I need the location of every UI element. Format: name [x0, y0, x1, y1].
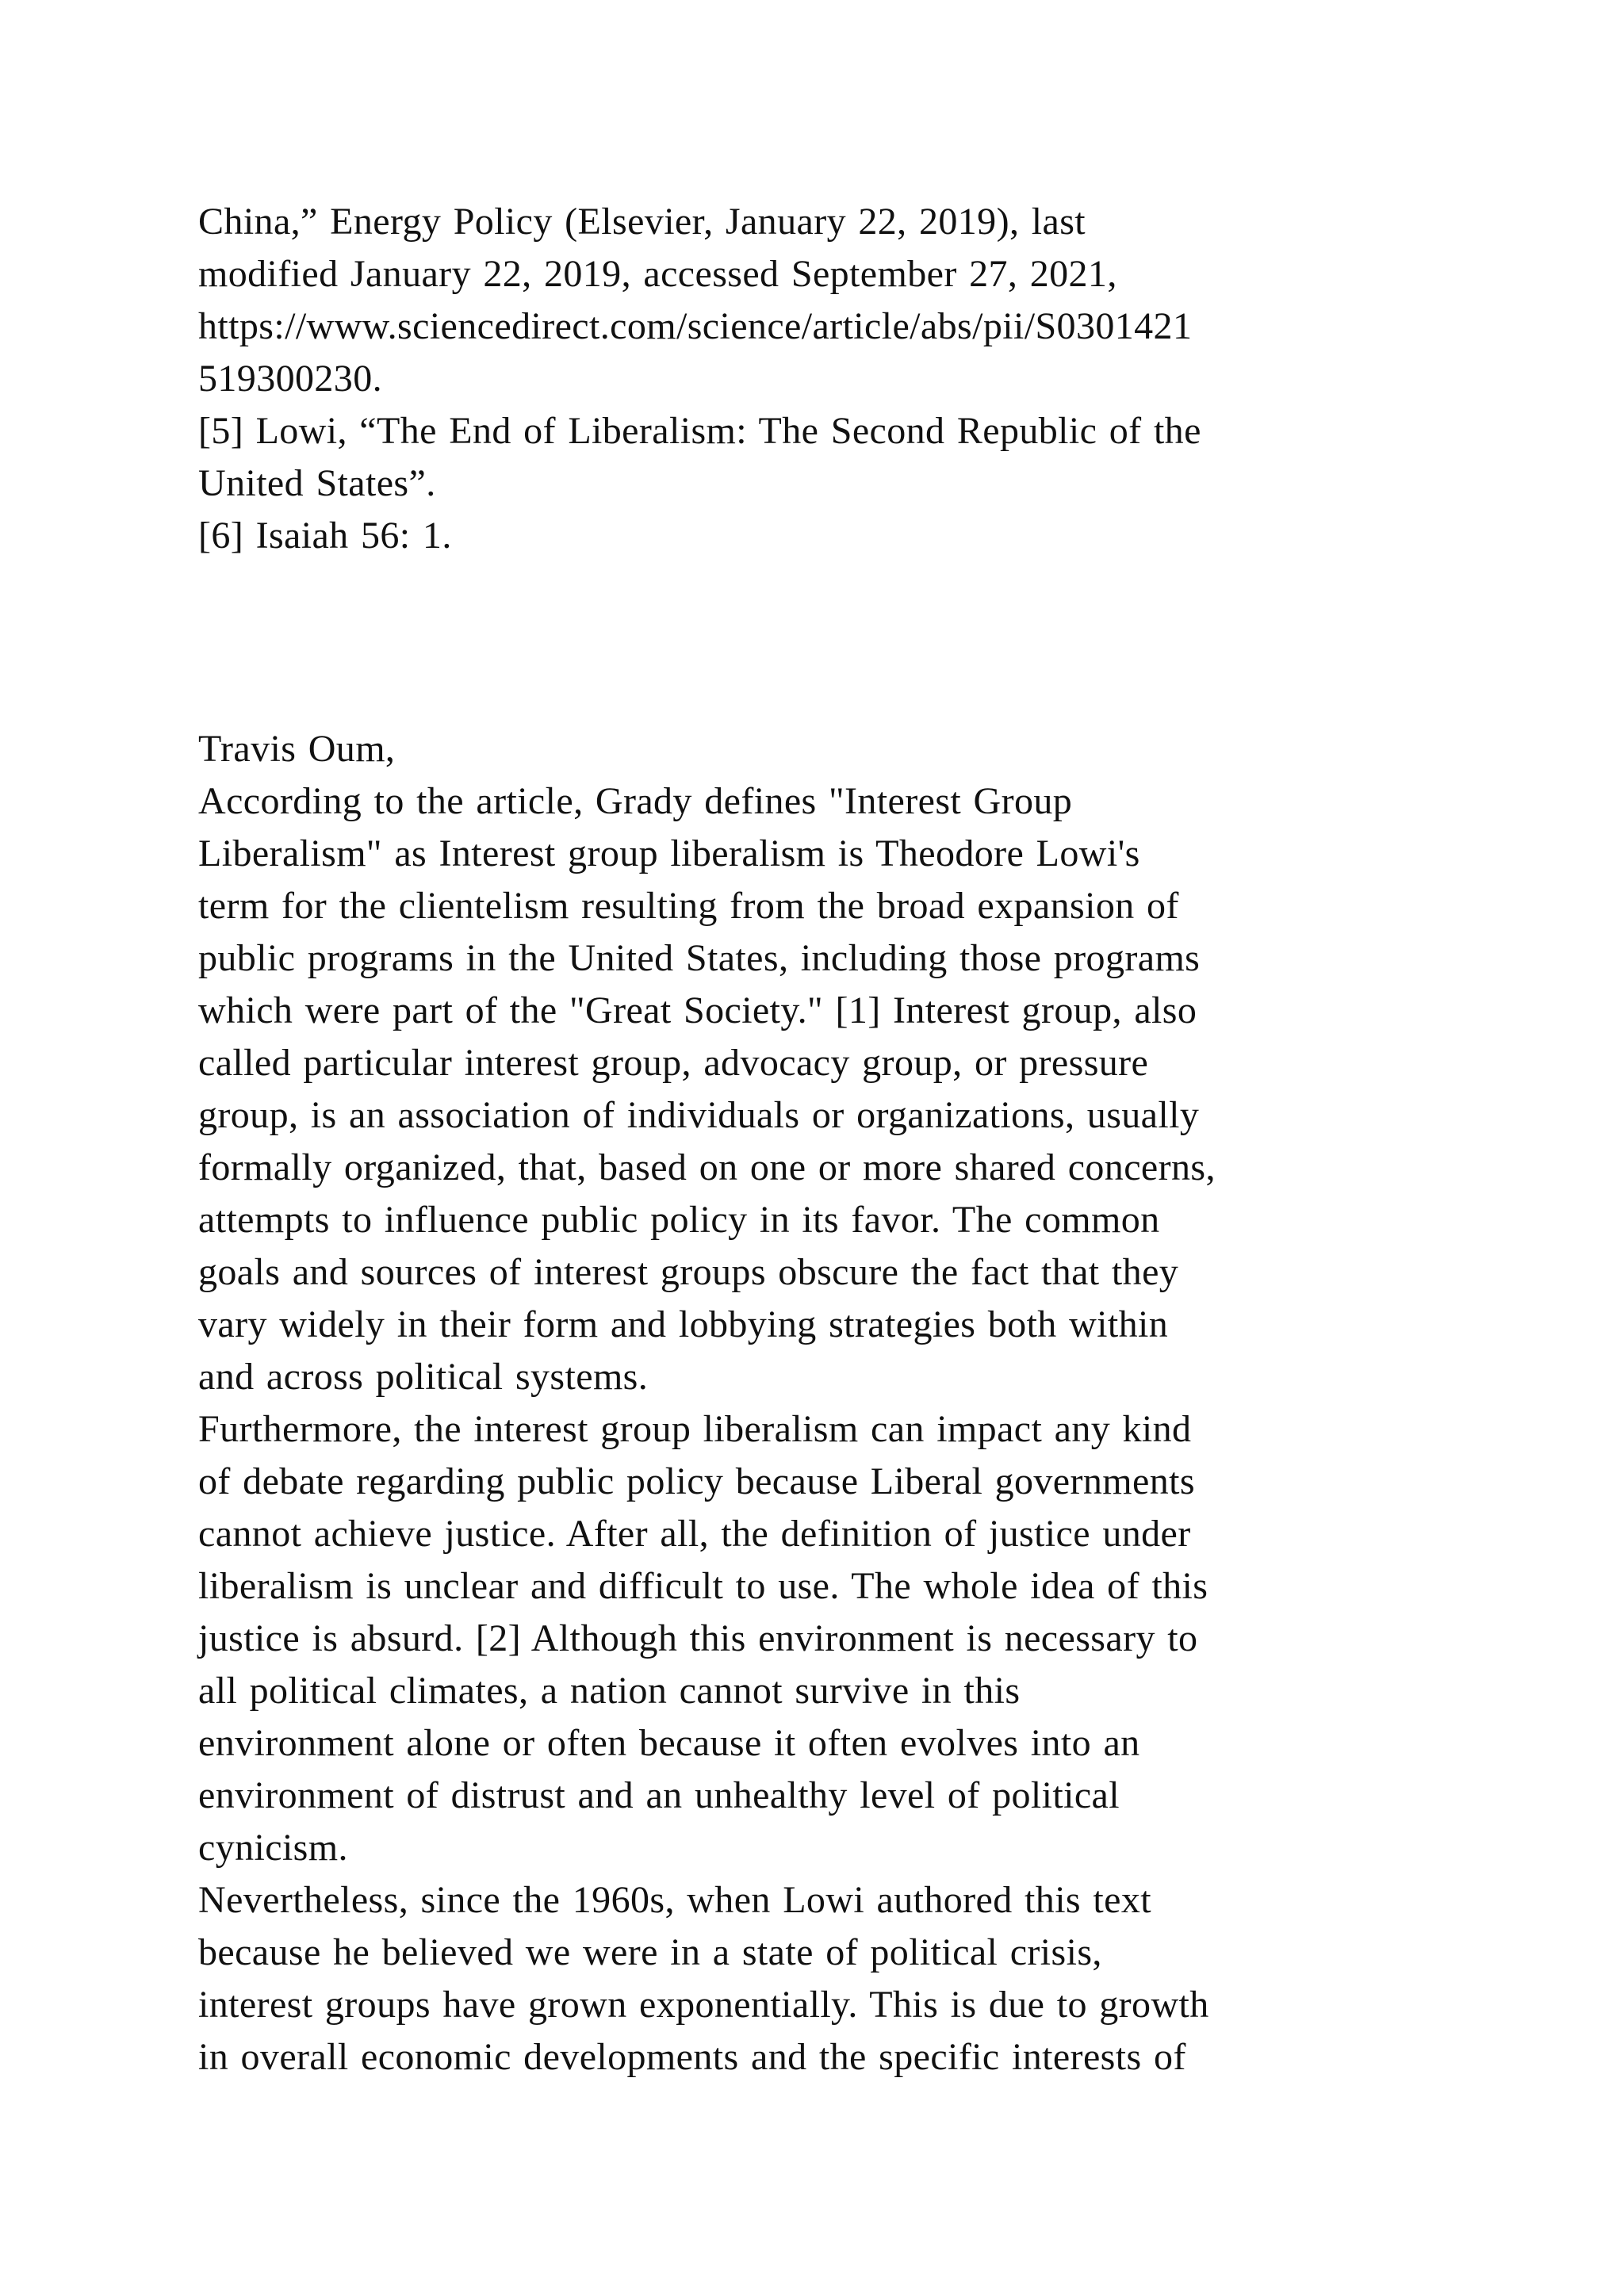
- body-line: goals and sources of interest groups obscure the fact that they: [198, 1251, 1179, 1293]
- response-post: [198, 723, 1435, 2084]
- body-line: in overall economic developments and the specific interests of: [198, 2036, 1186, 2078]
- body-line: which were part of the "Great Society." [1] Interest group, also: [198, 989, 1197, 1031]
- body-line: environment of distrust and an unhealthy level of political: [198, 1774, 1120, 1816]
- body-line: vary widely in their form and lobbying strategies both within: [198, 1303, 1169, 1345]
- footnote-6: [6] Isaiah 56: 1.: [198, 515, 452, 557]
- body-line: Nevertheless, since the 1960s, when Lowi authored this text: [198, 1879, 1151, 1921]
- body-line: liberalism is unclear and difficult to use. The whole idea of this: [198, 1565, 1208, 1607]
- body-line: Furthermore, the interest group liberalism can impact any kind: [198, 1408, 1192, 1450]
- body-line: cynicism.: [198, 1827, 348, 1869]
- body-line: Liberalism" as Interest group liberalism is Theodore Lowi's: [198, 832, 1140, 874]
- body-line: According to the article, Grady defines "Interest Group: [198, 780, 1073, 822]
- body-line: because he believed we were in a state of political crisis,: [198, 1931, 1102, 1973]
- author-name: Travis Oum,: [198, 728, 396, 770]
- body-line: all political climates, a nation cannot survive in this: [198, 1670, 1021, 1712]
- body-line: attempts to influence public policy in its favor. The common: [198, 1199, 1160, 1241]
- footnote-5: [5] Lowi, “The End of Liberalism: The Second Republic of the: [198, 410, 1201, 452]
- body-line: environment alone or often because it often evolves into an: [198, 1722, 1140, 1764]
- body-line: called particular interest group, advocacy group, or pressure: [198, 1042, 1149, 1084]
- body-line: and across political systems.: [198, 1356, 649, 1398]
- footnote-line: United States”.: [198, 462, 436, 504]
- body-line: term for the clientelism resulting from the broad expansion of: [198, 885, 1179, 927]
- body-line: formally organized, that, based on one or more shared concerns,: [198, 1146, 1216, 1188]
- body-line: group, is an association of individuals or organizations, usually: [198, 1094, 1200, 1136]
- body-line: justice is absurd. [2] Although this environment is necessary to: [198, 1617, 1198, 1659]
- footnote-line: 519300230.: [198, 358, 382, 400]
- body-line: cannot achieve justice. After all, the definition of justice under: [198, 1513, 1191, 1555]
- footnotes-continued: [198, 196, 1435, 562]
- footnote-line: China,” Energy Policy (Elsevier, January 22, 2019), last: [198, 201, 1086, 243]
- body-line: public programs in the United States, including those programs: [198, 937, 1201, 979]
- footnote-url: https://www.sciencedirect.com/science/article/abs/pii/S0301421: [198, 305, 1193, 347]
- body-line: of debate regarding public policy because Liberal governments: [198, 1460, 1195, 1502]
- footnote-line: modified January 22, 2019, accessed September 27, 2021,: [198, 253, 1117, 295]
- body-line: interest groups have grown exponentially. This is due to growth: [198, 1984, 1209, 2026]
